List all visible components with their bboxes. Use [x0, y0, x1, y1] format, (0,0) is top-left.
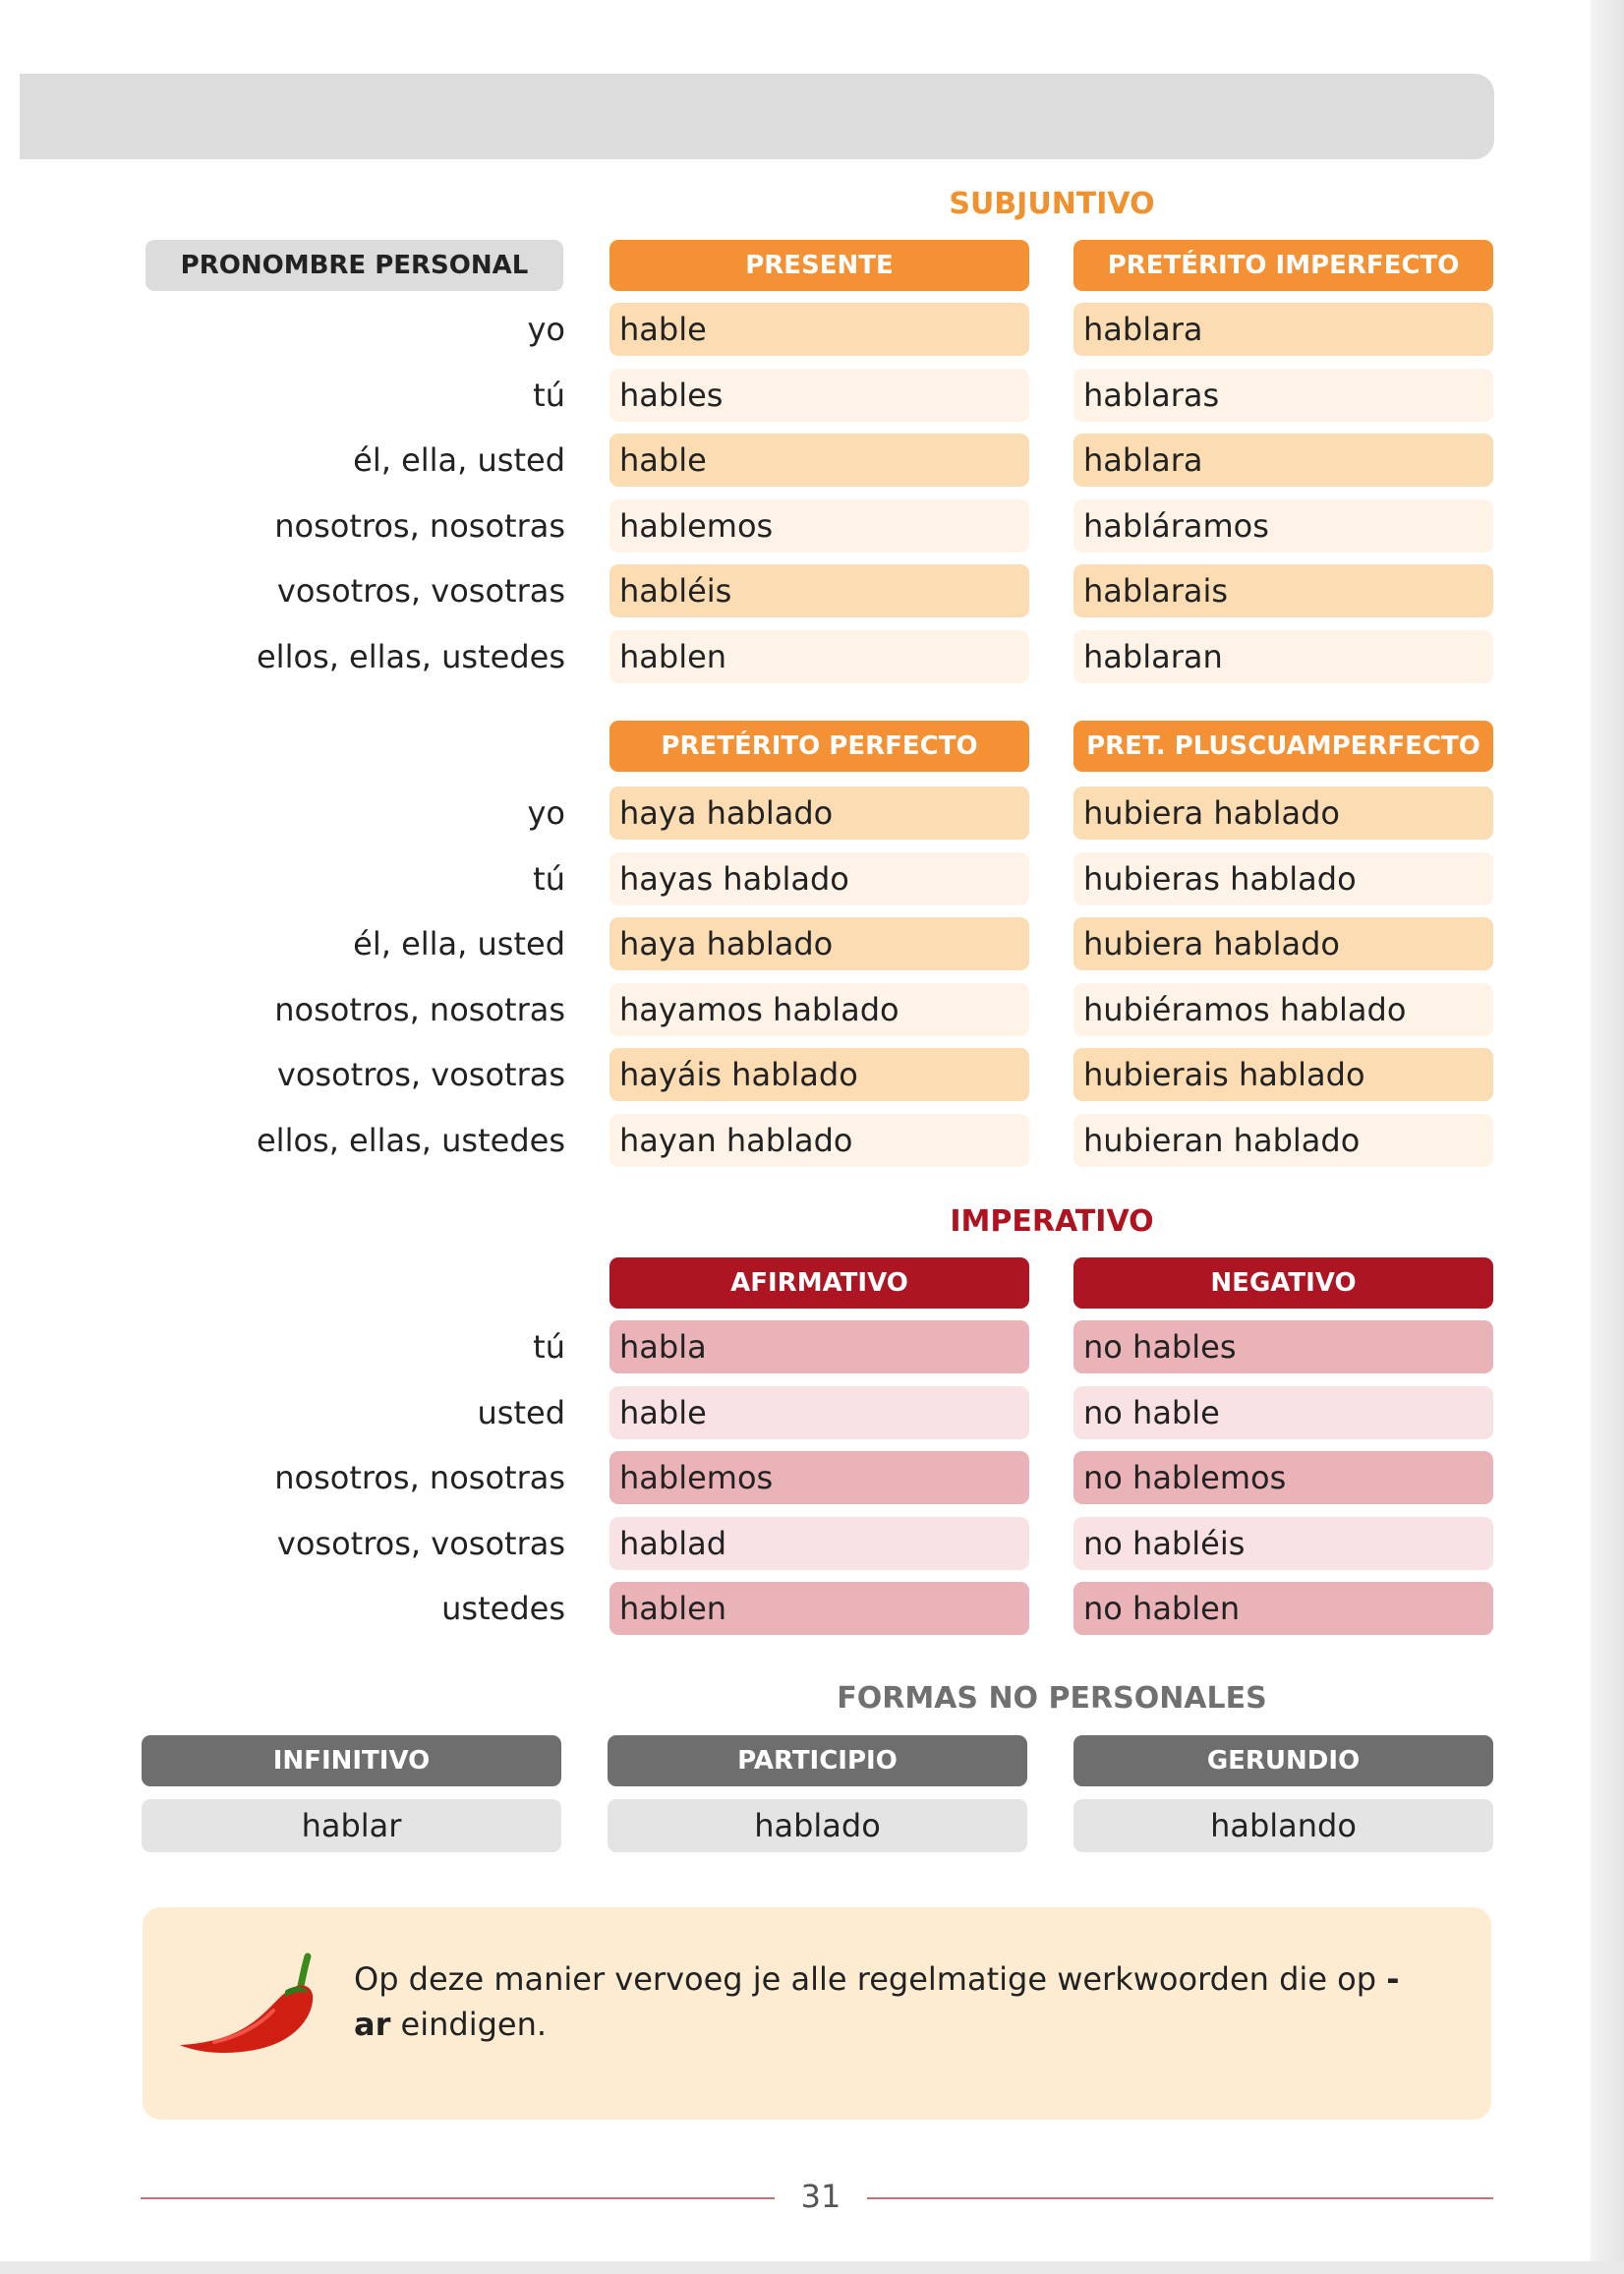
conjugation-cell: hubierais hablado: [1073, 1048, 1493, 1101]
conjugation-cell: hablemos: [609, 499, 1029, 553]
pronoun-label: vosotros, vosotras: [276, 1056, 565, 1094]
pronoun-label: él, ella, usted: [353, 441, 565, 480]
pronoun-label: usted: [477, 1393, 565, 1431]
page-bottom-edge: [0, 2261, 1624, 2274]
conjugation-cell: hablara: [1073, 303, 1493, 356]
section-title-subjuntivo: SUBJUNTIVO: [949, 187, 1155, 221]
pronoun-label: yo: [527, 311, 565, 348]
conjugation-cell: hable: [609, 1386, 1029, 1439]
conjugation-cell: habléis: [609, 564, 1029, 617]
header-afirmativo: AFIRMATIVO: [609, 1257, 1029, 1309]
note-text: [354, 1956, 1435, 2047]
pronoun-label: nosotros, nosotras: [274, 1459, 565, 1497]
conjugation-cell: haya hablado: [609, 787, 1029, 840]
value-participio: hablado: [608, 1799, 1027, 1852]
header-pluscuamperfecto: PRET. PLUSCUAMPERFECTO: [1073, 721, 1493, 772]
conjugation-cell: hayas hablado: [609, 852, 1029, 905]
conjugation-cell: hablad: [609, 1517, 1029, 1570]
conjugation-cell: hablen: [609, 1582, 1029, 1635]
header-bar: [20, 74, 1494, 159]
page-edge-shadow: [1591, 0, 1624, 2274]
pronoun-label: ellos, ellas, ustedes: [256, 1122, 565, 1159]
footer-line-left: [141, 2197, 775, 2199]
conjugation-cell: hayamos hablado: [609, 983, 1029, 1036]
conjugation-cell: hable: [609, 434, 1029, 487]
conjugation-cell: hablaras: [1073, 369, 1493, 422]
pronoun-label: nosotros, nosotras: [274, 990, 565, 1028]
chili-pepper-icon: [175, 1952, 322, 2060]
conjugation-cell: hubiera hablado: [1073, 787, 1493, 840]
conjugation-cell: no hables: [1073, 1320, 1493, 1373]
conjugation-cell: no habléis: [1073, 1517, 1493, 1570]
conjugation-cell: hubieran hablado: [1073, 1114, 1493, 1167]
conjugation-cell: no hable: [1073, 1386, 1493, 1439]
conjugation-cell: hablarais: [1073, 564, 1493, 617]
note-text-bold: -ar: [354, 1960, 1400, 2043]
pronoun-header: PRONOMBRE PERSONAL: [145, 240, 563, 291]
conjugation-cell: hayáis hablado: [609, 1048, 1029, 1101]
pronoun-label: nosotros, nosotras: [274, 506, 565, 545]
value-gerundio: hablando: [1073, 1799, 1493, 1852]
value-infinitivo: hablar: [142, 1799, 561, 1852]
header-preterito-perfecto: PRETÉRITO PERFECTO: [609, 721, 1029, 772]
conjugation-cell: hablemos: [609, 1451, 1029, 1504]
section-title-imperativo: IMPERATIVO: [950, 1204, 1154, 1239]
conjugation-cell: haya hablado: [609, 917, 1029, 970]
pronoun-label: ellos, ellas, ustedes: [256, 638, 565, 675]
pronoun-label: vosotros, vosotras: [276, 1524, 565, 1562]
header-infinitivo: INFINITIVO: [142, 1735, 561, 1786]
section-title-no-personales: FORMAS NO PERSONALES: [837, 1681, 1267, 1716]
conjugation-cell: habláramos: [1073, 499, 1493, 553]
conjugation-cell: hubiera hablado: [1073, 917, 1493, 970]
conjugation-cell: hablen: [609, 630, 1029, 683]
conjugation-cell: hablaran: [1073, 630, 1493, 683]
header-negativo: NEGATIVO: [1073, 1257, 1493, 1309]
note-text-end: eindigen.: [390, 2006, 548, 2043]
conjugation-cell: hable: [609, 303, 1029, 356]
conjugation-cell: hayan hablado: [609, 1114, 1029, 1167]
pronoun-label: tú: [533, 859, 565, 898]
conjugation-cell: habla: [609, 1320, 1029, 1373]
conjugation-cell: hubieras hablado: [1073, 852, 1493, 905]
pronoun-label: tú: [533, 1328, 565, 1366]
conjugation-cell: hubiéramos hablado: [1073, 983, 1493, 1036]
conjugation-cell: no hablen: [1073, 1582, 1493, 1635]
page-number: 31: [800, 2178, 841, 2215]
conjugation-cell: no hablemos: [1073, 1451, 1493, 1504]
header-participio: PARTICIPIO: [608, 1735, 1027, 1786]
header-presente: PRESENTE: [609, 240, 1029, 291]
pronoun-label: vosotros, vosotras: [276, 572, 565, 611]
pronoun-label: ustedes: [441, 1590, 565, 1628]
header-preterito-imperfecto: PRETÉRITO IMPERFECTO: [1073, 240, 1493, 291]
pronoun-label: yo: [527, 794, 565, 832]
pronoun-label: tú: [533, 376, 565, 414]
footer-line-right: [867, 2197, 1493, 2199]
note-text-start: Op deze manier vervoeg je alle regelmatige werkwoorden die op: [354, 1960, 1387, 1998]
pronoun-label: él, ella, usted: [353, 925, 565, 963]
conjugation-cell: hablara: [1073, 434, 1493, 487]
conjugation-cell: hables: [609, 369, 1029, 422]
header-gerundio: GERUNDIO: [1073, 1735, 1493, 1786]
